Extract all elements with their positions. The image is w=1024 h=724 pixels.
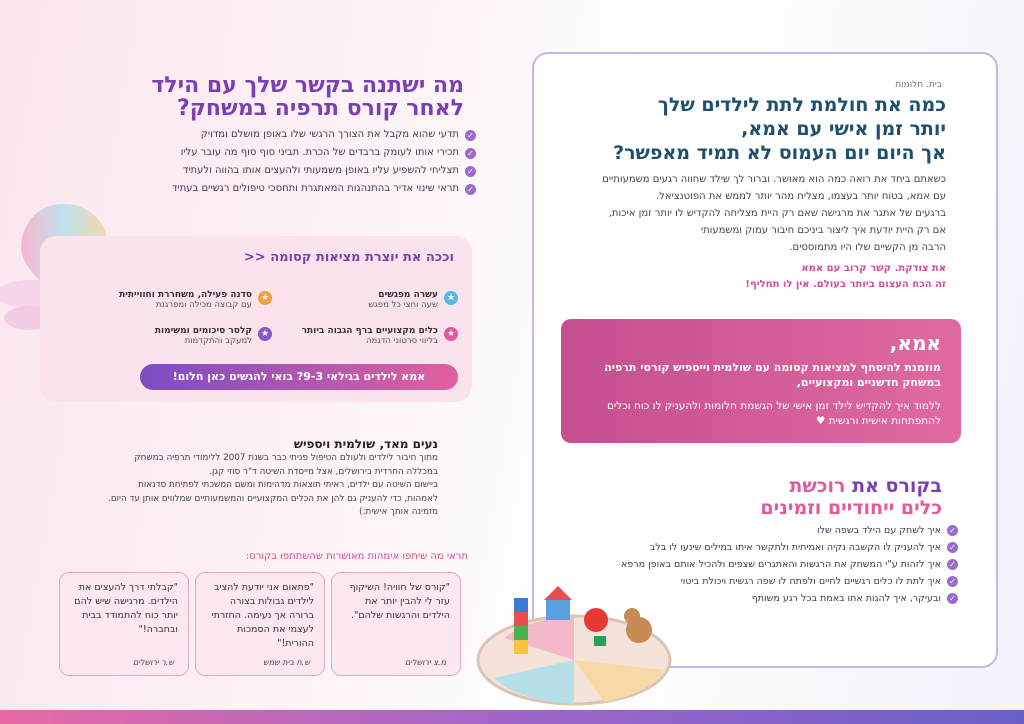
about-heading: נעים מאד, שולמית ויספיש: [293, 437, 438, 451]
headline-line: יותר זמן אישי עם אמא,: [741, 118, 946, 140]
list-item-text: תצליחי להשפיע עליו באופן משמעותי ולהעצים אותו בהווה ולעתיד: [182, 165, 459, 176]
headline-line: אך היום יום העמוס לא תמיד מאפשר?: [613, 142, 946, 164]
list-item-text: איך לשחק עם הילד בשפה שלו: [816, 525, 941, 536]
check-icon: ✓: [465, 184, 476, 195]
change-question-title: [64, 74, 464, 120]
check-icon: ✓: [947, 542, 958, 553]
brand-label: בית. חלומות: [895, 80, 942, 90]
intro-headline: [526, 93, 946, 165]
testimonial-signature: מ.צ ירושלים: [404, 658, 446, 667]
list-item-text: תדעי שהוא מקבל את הצורך הרגשי שלו באופן מושלם ומדויק: [200, 129, 459, 140]
feature-subtitle: למעקב והתקדמות: [184, 336, 252, 346]
magic-features-card: [40, 236, 472, 402]
toys-rug-illustration: [474, 578, 684, 710]
feature-item: [102, 290, 272, 310]
list-item-text: איך לתת לו כלים רגשיים לחיים ולפתח לו שפה רגשית ויכולת ביטוי: [680, 576, 941, 587]
star-icon: ★: [258, 291, 272, 305]
invite-note: ללמוד איך להקדיש לילד זמן אישי של הגשמת חלומות ולהעניק לו כוח וכלים להתפתחות אישית ורגשית ♥: [606, 400, 941, 427]
check-icon: ✓: [465, 166, 476, 177]
check-icon: ✓: [465, 130, 476, 141]
intro-line: עם אמא, בטוח יותר בעצמו, מצליח מהר יותר לממש את הפוטנציאל.: [655, 191, 946, 202]
about-line: מתוך חיבור לילדים ולעולם הטיפול פניתי כבר בשנת 2007 ללימודי תרפיה במשחק: [134, 453, 438, 463]
headline-line: כמה את חולמת לתת לילדים שלך: [657, 94, 946, 116]
accent-line: את צודקת. קשר קרוב עם אמא: [801, 263, 946, 274]
course-heading: [642, 475, 942, 519]
check-icon: ✓: [465, 148, 476, 159]
intro-line: הרבה מן הקשיים שלו היו מתמוססים.: [789, 242, 946, 253]
about-line: מזמינה אותך אישית:): [359, 507, 438, 517]
feature-subtitle: עם קבוצה מכילה ומפרגנת: [155, 300, 252, 310]
change-benefits-list: [56, 126, 476, 198]
star-icon: ★: [444, 291, 458, 305]
invite-box: [561, 319, 961, 443]
intro-line: ברגעים של אתגר את מרגישה שאם רק היית מצליחה להקדיש לו יותר זמן איכות,: [608, 208, 946, 219]
feature-subtitle: שעה וחצי כל מפגש: [368, 300, 438, 310]
about-line: ביישום השיטה עם ילדים, ראיתי תוצאות מדהימות ומשם המשכתי לפתיחת סדנאות: [138, 480, 438, 490]
feature-title: כלים מקצועיים ברף הגבוה ביותר: [301, 326, 438, 336]
course-title-part2: רוכשת: [789, 475, 846, 497]
feature-title: עשרה מפגשים: [378, 290, 438, 300]
testimonial-text: "פתאום אני יודעת להציב לילדים גבולות בצורה ברורה אך נעימה. החזרתי לעצמי את הסמכות ההורית!": [211, 582, 314, 649]
course-title-line2: כלים ייחודיים וזמינים: [760, 497, 942, 519]
testimonial-text: "קורס של חוויה! השיקוף עזר לי להבין יותר את הילדים והרגשות שלהם".: [349, 582, 450, 621]
feature-item: [288, 326, 458, 346]
feature-subtitle: בליווי סרטוני הדגמה: [365, 336, 438, 346]
feature-title: קלסר סיכומים ומשימות: [154, 326, 252, 336]
list-item: [538, 539, 958, 556]
invite-title: אמא,: [889, 331, 941, 355]
testimonials-heading: תראי מה שיתפו אימהות מאושרות שהשתתפו בקורס:: [245, 551, 468, 562]
about-line: לאמהות, כדי להעניק גם להן את הכלים המקצועיים והמשמעותיים שמלווים אותן עד היום.: [108, 493, 438, 504]
list-item-text: תכירי אותו לעומק ברבדים של הכרת. תביני סוף סוף מה עובר עליו: [180, 147, 459, 158]
list-item: [56, 144, 476, 162]
check-icon: ✓: [947, 525, 958, 536]
bottom-gradient-strip: [0, 710, 1024, 724]
star-icon: ★: [258, 327, 272, 341]
testimonial-signature: ש.ר ירושלים: [132, 658, 174, 667]
list-item-text: תראי שינוי אדיר בהתנהגות המאתגרת ותחסכי טיפולים רגשיים בעתיד: [172, 183, 459, 194]
feature-title: סדנה פעילה, משחררת וחווייתית: [119, 290, 252, 300]
about-paragraph: [58, 452, 438, 520]
check-icon: ✓: [947, 593, 958, 604]
testimonial-card: [59, 572, 189, 676]
intro-paragraph: [526, 171, 946, 256]
testimonial-text: "קבלתי דרך להעצים את הילדים. מרגישה שיש להם יותר כוח להתמודד בבית ובחברה!": [74, 582, 178, 635]
accent-text: [526, 261, 946, 293]
invite-subtitle: מוזמנת להיסחף למציאות קסומה עם שולמית וייספיש קורסי תרפיה במשחק חדשניים ומקצועיים,: [604, 361, 941, 389]
list-item: [56, 162, 476, 180]
check-icon: ✓: [947, 559, 958, 570]
testimonial-card: [195, 572, 325, 676]
list-item: [538, 556, 958, 573]
accent-line: זה הכח העצום ביותר בעולם. אין לו תחליף!: [745, 279, 946, 290]
testimonial-card: [331, 572, 461, 676]
question-title-line: לאחר קורס תרפיה במשחק?: [176, 96, 464, 121]
check-icon: ✓: [947, 576, 958, 587]
intro-line: כשאתם ביחד את רואה כמה הוא מאושר. וברור לך שילד שחווה רגעים משמעותיים: [602, 174, 946, 185]
cta-button[interactable]: אמא לילדים בגילאי 9-3? בואי להגשים כאן חלום!: [140, 364, 458, 390]
about-line: במכללה החרדית בירושלים, אצל מייסדת השיטה ד"ר סוזי קגן.: [209, 466, 438, 477]
list-item: [56, 126, 476, 144]
feature-item: [102, 326, 272, 346]
course-title-part1: בקורס את: [852, 475, 942, 497]
list-item-text: ובעיקר, איך להגות אתו באמת בכל רגע משותף: [751, 593, 941, 604]
list-item-text: איך לזהות ע"י המשחק את הרגשות והאתגרים שצפים ולהכיל אותם באופן מרפא: [620, 559, 941, 570]
intro-line: אם רק היית יודעת איך ליצור ביניכם חיבור עמוק ומשמעותי: [700, 225, 946, 236]
list-item: [538, 522, 958, 539]
list-item-text: איך להעניק לו הקשבה נקיה ואמיתית ולתקשר איתו במילים שינעו לו בלב: [649, 542, 941, 553]
feature-item: [288, 290, 458, 310]
magic-title: וככה את יוצרת מציאות קסומה <<: [243, 250, 454, 265]
testimonial-signature: ש.ח בית שמש: [263, 658, 310, 667]
star-icon: ★: [444, 327, 458, 341]
question-title-line: מה ישתנה בקשר שלך עם הילד: [151, 73, 464, 98]
